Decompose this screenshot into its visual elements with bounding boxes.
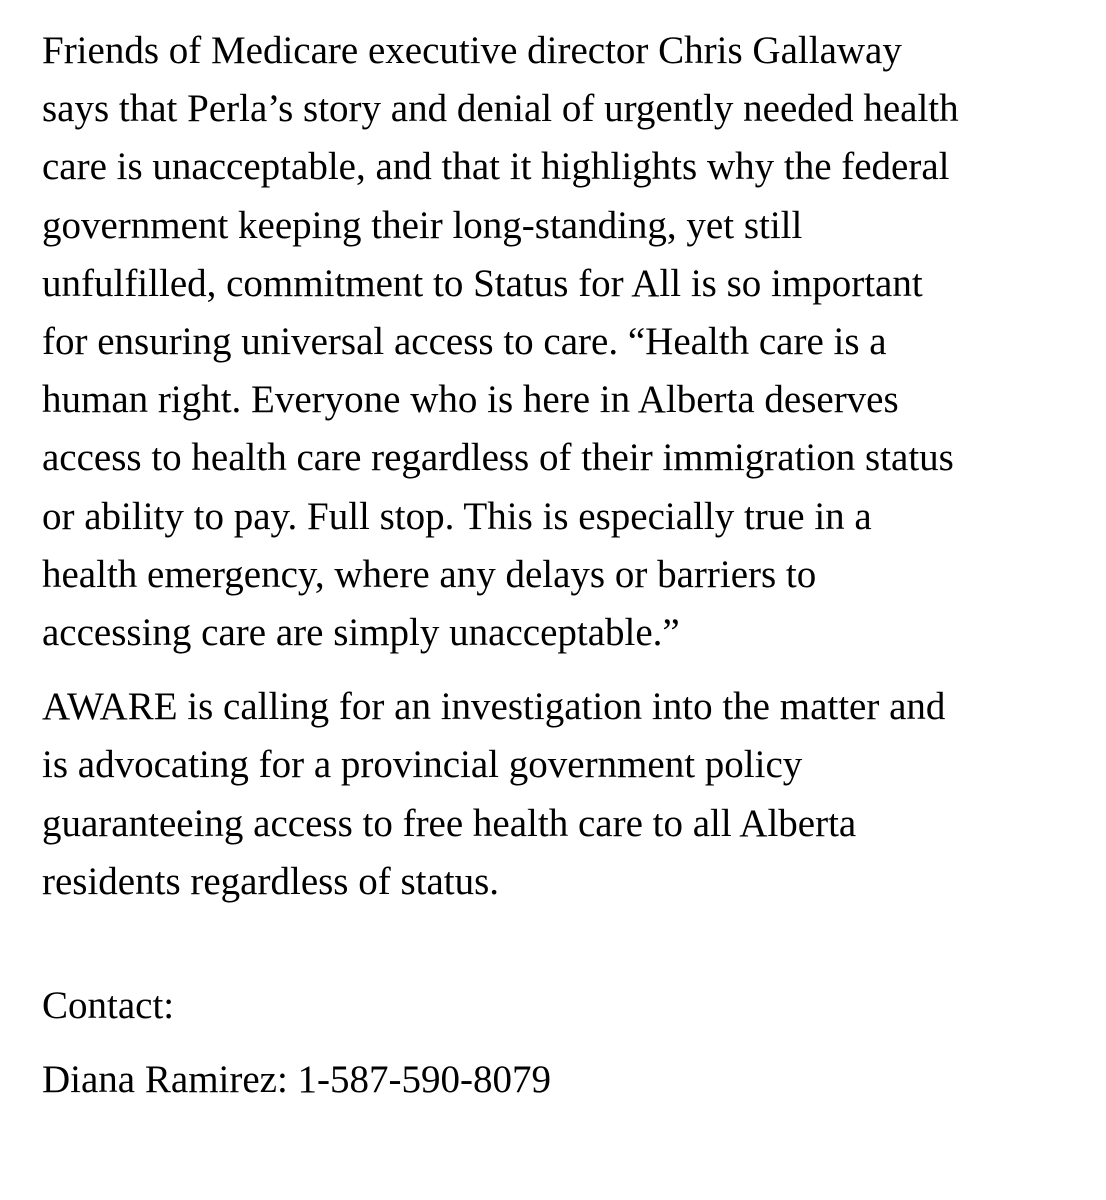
text-line: accessing care are simply unacceptable.” (42, 611, 680, 655)
text-line: for ensuring universal access to care. “Health care is a (42, 320, 887, 364)
text-line: residents regardless of status. (42, 859, 500, 903)
text-line: access to health care regardless of their immigration status (42, 436, 954, 480)
text-line: health emergency, where any delays or barriers to (42, 552, 817, 596)
text-line: is advocating for a provincial government policy (42, 743, 803, 787)
text-line: Contact: (42, 984, 175, 1028)
document-page (42, 22, 1082, 1109)
text-line: says that Perla’s story and denial of urgently needed health (42, 87, 959, 131)
text-line: unfulfilled, commitment to Status for All is so important (42, 261, 923, 305)
text-line: guaranteeing access to free health care to all Alberta (42, 801, 857, 845)
text-line: human right. Everyone who is here in Alberta deserves (42, 378, 899, 422)
text-line: Diana Ramirez: 1-587-590-8079 (42, 1058, 552, 1102)
text-line: or ability to pay. Full stop. This is especially true in a (42, 494, 872, 538)
contact-label (42, 977, 1082, 1035)
paragraph-quote (42, 22, 1082, 662)
paragraph-aware-call (42, 678, 1082, 911)
text-line: Friends of Medicare executive director Chris Gallaway (42, 29, 902, 72)
text-line: government keeping their long-standing, yet still (42, 203, 803, 247)
text-line: AWARE is calling for an investigation into the matter and (42, 685, 946, 729)
text-line: care is unacceptable, and that it highlights why the federal (42, 145, 950, 189)
contact-info (42, 1051, 1082, 1109)
